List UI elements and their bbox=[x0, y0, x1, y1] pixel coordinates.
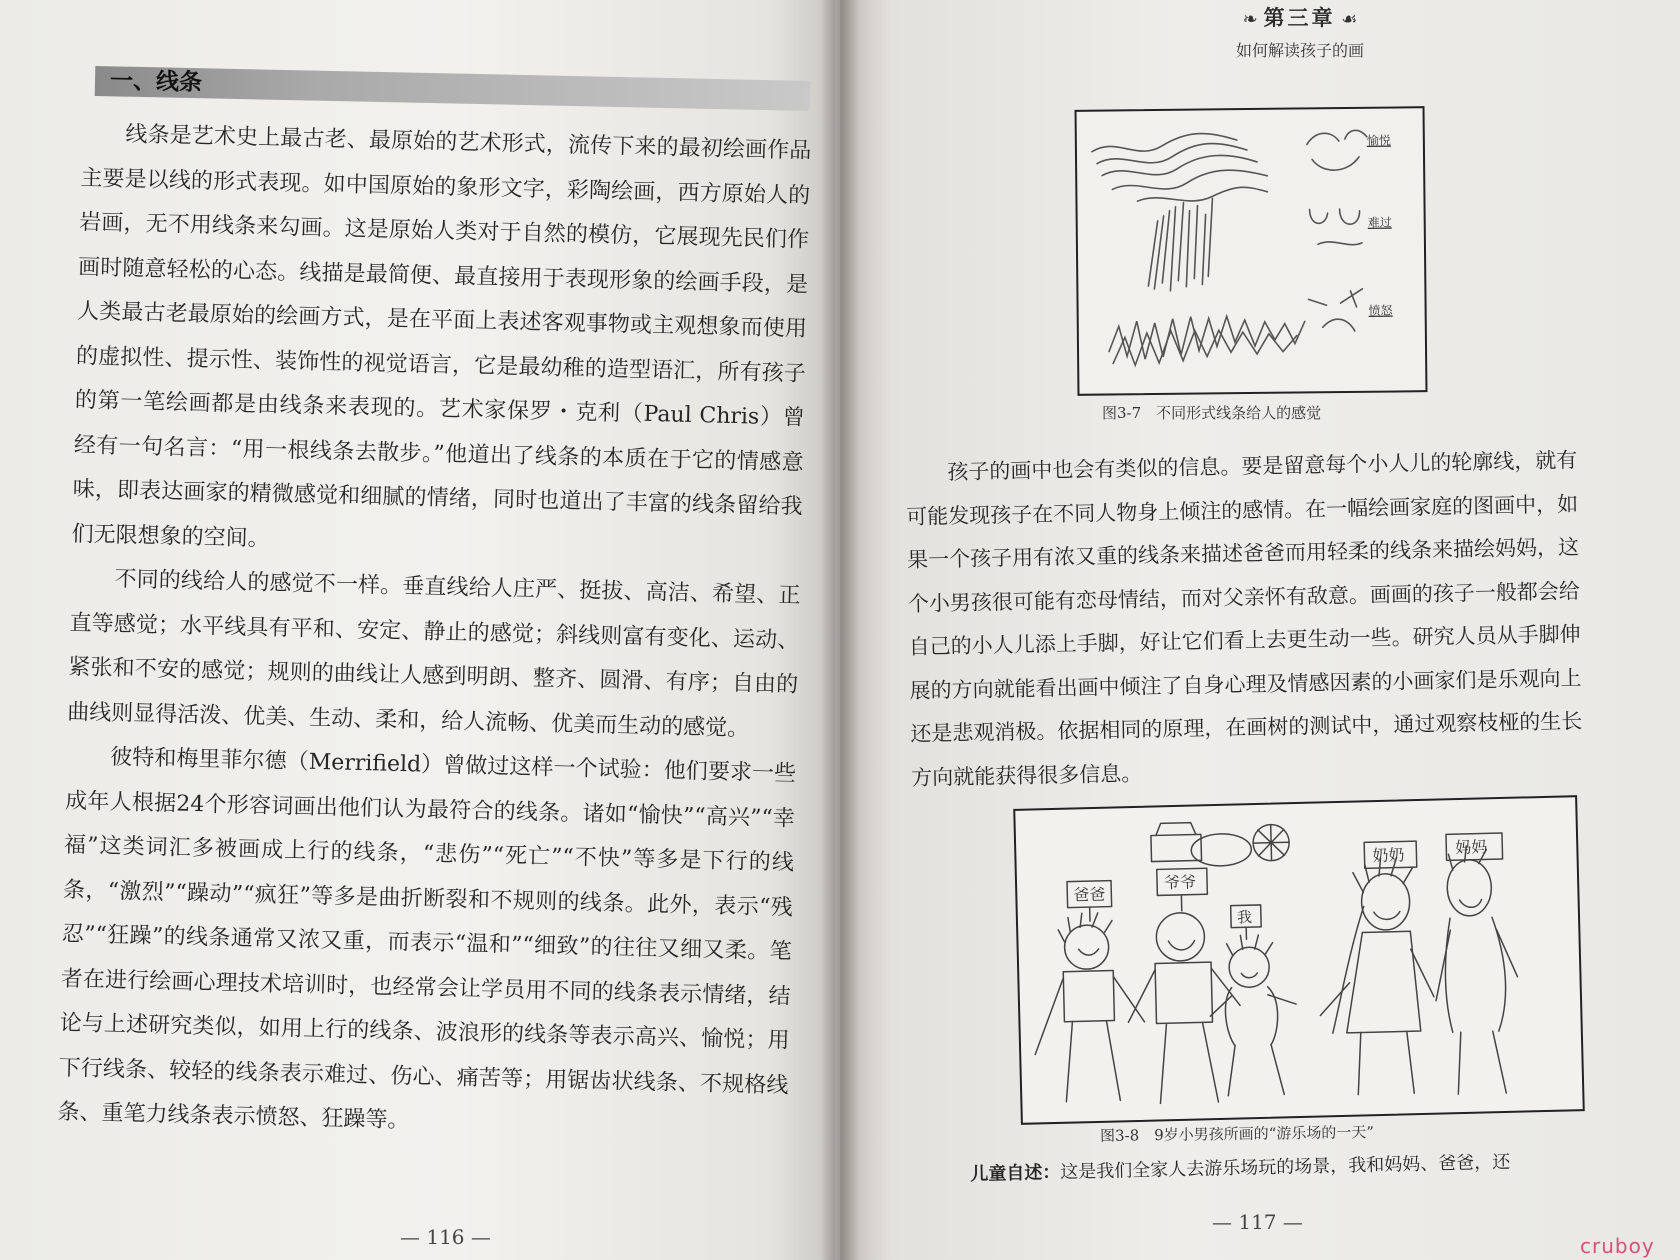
right-page-body bbox=[905, 439, 1584, 800]
narration-label: 儿童自述： bbox=[970, 1161, 1061, 1185]
watermark: cruboy bbox=[1580, 1234, 1655, 1258]
left-page-body bbox=[57, 112, 812, 1153]
ornament-left-icon: ❧ bbox=[1242, 9, 1264, 30]
line-feelings-drawing bbox=[1077, 108, 1426, 394]
figure-3-7 bbox=[1075, 106, 1428, 396]
family-drawing bbox=[1015, 797, 1582, 1123]
page-number-left: — 116 — bbox=[400, 1225, 491, 1249]
fig2-label-grandma: 奶奶 bbox=[1372, 845, 1405, 866]
right-paragraph: 孩子的画中也会有类似的信息。要是留意每个小人儿的轮廓线，就有可能发现孩子在不同人物身上倾注的感情。在一幅绘画家庭的图画中，如果一个孩子用有浓又重的线条来描述爸爸而用轻柔的线条来描绘妈妈，这个小男孩很可能有恋母情结，而对父亲怀有敌意。画画的孩子一般都会给自己的小人儿添上手脚，好让它们看上去更生动一些。研究人员从手脚伸展的方向就能看出画中倾注了自身心理及情感因素的小画家们是乐观向上还是悲观消极。依据相同的原理，在画树的测试中，通过观察枝桠的生长方向就能获得很多信息。 bbox=[906, 448, 1583, 790]
chapter-header bbox=[1190, 2, 1410, 36]
chapter-subtitle: 如何解读孩子的画 bbox=[1235, 41, 1364, 60]
ornament-right-icon: ☙ bbox=[1335, 9, 1358, 30]
book-gutter bbox=[820, 0, 860, 1260]
fig1-label-sad: 难过 bbox=[1367, 215, 1392, 230]
figure-3-8 bbox=[1013, 795, 1585, 1125]
fig2-label-grandpa: 爷爷 bbox=[1163, 872, 1197, 893]
fig2-label-me: 我 bbox=[1236, 908, 1253, 927]
figure-3-8-caption: 图3-8 9岁小男孩所画的“游乐场的一天” bbox=[1099, 1123, 1375, 1145]
left-paragraph-2: 不同的线给人的感觉不一样。垂直线给人庄严、挺拔、高洁、希望、正直等感觉；水平线具有平和、安定、静止的感觉；斜线则富有变化、运动、紧张和不安的感觉；规则的曲线让人感到明朗、整齐、圆滑、有序；自由的曲线则显得活泼、优美、生动、柔和，给人流畅、优美而生动的感觉。 bbox=[67, 566, 801, 741]
chapter-title: 第三章 bbox=[1263, 6, 1336, 30]
fig2-label-mother: 妈妈 bbox=[1455, 837, 1488, 858]
section-title: 一、线条 bbox=[109, 68, 203, 96]
figure-3-7-caption: 图3-7 不同形式线条给人的感觉 bbox=[1102, 404, 1322, 422]
fig1-label-angry: 愤怒 bbox=[1368, 303, 1393, 318]
left-paragraph-1: 线条是艺术史上最古老、最原始的艺术形式，流传下来的最初绘画作品主要是以线的形式表现。如中国原始的象形文字，彩陶绘画，西方原始人的岩画，无不用线条来勾画。这是原始人类对于自然的模仿，它展现先民们作画时随意轻松的心态。线描是最简便、最直接用于表现形象的绘画手段，是人类最古老最原始的绘画方式，是在平面上表述客观事物或主观想象而使用的虚拟性、提示性、装饰性的视觉语言，它是最幼稚的造型语汇，所有孩子的第一笔绘画都是由线条来表现的。艺术家保罗・克利（Paul Chris）曾经有一句名言：“用一根线条去散步。”他道出了线条的本质在于它的情感意味，即表达画家的精微感觉和细腻的情绪，同时也道出了丰富的线条留给我们无限想象的空间。 bbox=[71, 122, 812, 552]
narration-text: 这是我们全家人去游乐场玩的场景，我和妈妈、爸爸，还 bbox=[1060, 1151, 1511, 1183]
fig2-label-father: 爸爸 bbox=[1073, 884, 1106, 905]
fig1-label-happy: 愉悦 bbox=[1366, 133, 1391, 148]
left-paragraph-3: 彼特和梅里菲尔德（Merrifield）曾做过这样一个试验：他们要求一些成年人根据24个形容词画出他们认为最符合的线条。诸如“愉快”“高兴”“幸福”这类词汇多被画成上行的线条，“悲伤”“死亡”“不快”等多是下行的线条，“激烈”“躁动”“疯狂”等多是曲折断裂和不规则的线条。此外，表示“残忍”“狂躁”的线条通常又浓又重，而表示“温和”“细致”的往往又细又柔。笔者在进行绘画心理技术培训时，也经常会让学员用不同的线条表示情绪，结论与上述研究类似，如用上行的线条、波浪形的线条等表示高兴、愉悦；用下行线条、较轻的线条表示难过、伤心、痛苦等；用锯齿状线条、不规格线条、重笔力线条表示愤怒、狂躁等。 bbox=[57, 744, 797, 1134]
page-number-right: — 117 — bbox=[1212, 1210, 1303, 1234]
